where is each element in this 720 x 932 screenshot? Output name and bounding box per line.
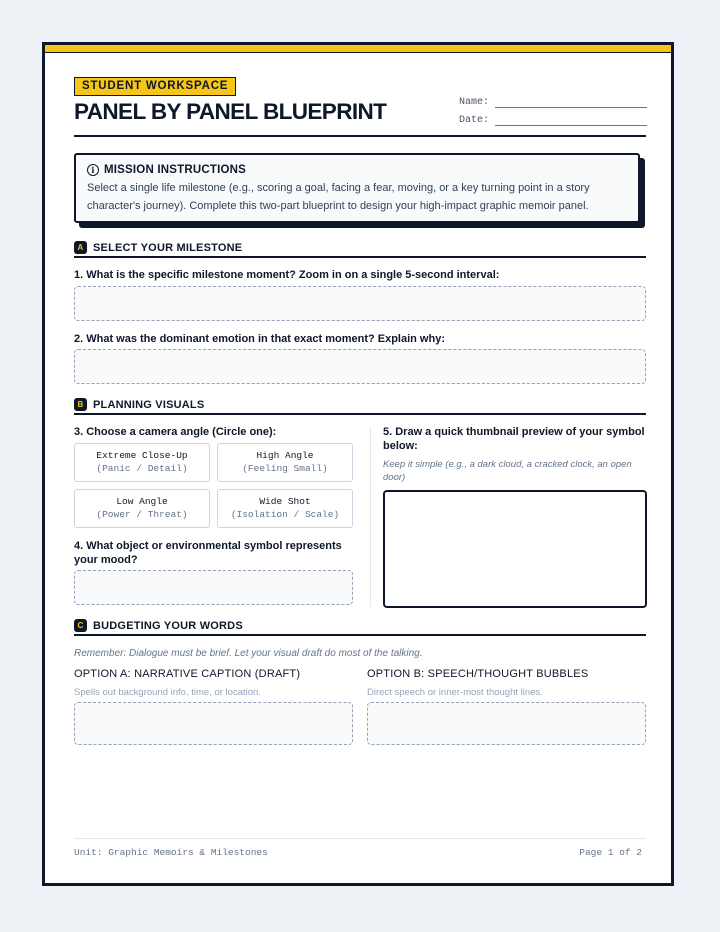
- angle-note: (Power / Threat): [96, 509, 188, 520]
- angle-note: (Feeling Small): [242, 463, 328, 474]
- option-a-answer-box[interactable]: [74, 702, 353, 745]
- angle-option-high-angle[interactable]: [217, 443, 353, 482]
- angle-name: High Angle: [256, 450, 314, 461]
- answer-box-2[interactable]: [74, 349, 646, 384]
- date-line[interactable]: [495, 115, 647, 126]
- worksheet-page: [42, 42, 674, 886]
- header-divider: [74, 135, 646, 137]
- question-2: 2. What was the dominant emotion in that exact moment? Explain why:: [74, 333, 445, 345]
- question-1: 1. What is the specific milestone moment? Zoom in on a single 5-second interval:: [74, 269, 500, 281]
- mission-heading: MISSION INSTRUCTIONS: [104, 164, 247, 176]
- section-a-header: [74, 239, 646, 258]
- angle-option-low-angle[interactable]: [74, 489, 210, 528]
- name-label: Name:: [459, 97, 490, 108]
- option-b-answer-box[interactable]: [367, 702, 646, 745]
- angle-option-wide-shot[interactable]: [217, 489, 353, 528]
- option-a-subtitle: Spells out background info, time, or location.: [74, 687, 261, 698]
- footer-page-number: Page 1 of 2: [579, 847, 642, 858]
- answer-box-1[interactable]: [74, 286, 646, 321]
- question-3: 3. Choose a camera angle (Circle one):: [74, 426, 277, 438]
- section-b-title: PLANNING VISUALS: [93, 398, 205, 411]
- page-title: PANEL BY PANEL BLUEPRINT: [74, 99, 387, 124]
- workspace-badge: STUDENT WORKSPACE: [74, 77, 236, 96]
- angle-name: Extreme Close-Up: [96, 450, 188, 461]
- question-5-hint: Keep it simple (e.g., a dark cloud, a cracked clock, an open door): [383, 459, 632, 483]
- accent-bar: [45, 45, 671, 53]
- angle-option-extreme-close-up[interactable]: [74, 443, 210, 482]
- date-field[interactable]: [459, 112, 647, 126]
- question-4: 4. What object or environmental symbol represents your mood?: [74, 540, 342, 566]
- option-a-title: OPTION A: NARRATIVE CAPTION (DRAFT): [74, 668, 301, 680]
- angle-name: Low Angle: [116, 496, 168, 507]
- option-b-title: OPTION B: SPEECH/THOUGHT BUBBLES: [367, 668, 589, 680]
- question-5: 5. Draw a quick thumbnail preview of your symbol below:: [383, 426, 645, 452]
- section-a-title: SELECT YOUR MILESTONE: [93, 241, 243, 254]
- thumbnail-drawing-box[interactable]: [383, 490, 647, 608]
- section-c-title: BUDGETING YOUR WORDS: [93, 619, 243, 632]
- mission-instructions-box: [74, 153, 640, 223]
- footer-unit: Unit: Graphic Memoirs & Milestones: [74, 847, 268, 858]
- mission-body: Select a single life milestone (e.g., scoring a goal, facing a fear, moving, or a key turning point in a story character's journey). Complete this two-part blueprint to design your high-impact graphic memoir panel.: [87, 182, 590, 212]
- name-field[interactable]: [459, 94, 647, 108]
- info-icon: i: [87, 164, 99, 176]
- section-c-letter: C: [74, 619, 87, 632]
- column-divider: [370, 427, 371, 607]
- answer-box-4[interactable]: [74, 570, 353, 605]
- name-line[interactable]: [495, 97, 647, 108]
- section-b-header: [74, 396, 646, 415]
- section-c-header: [74, 617, 646, 636]
- angle-name: Wide Shot: [259, 496, 311, 507]
- option-b-subtitle: Direct speech or inner-most thought lines.: [367, 687, 543, 698]
- section-a-letter: A: [74, 241, 87, 254]
- section-b-letter: B: [74, 398, 87, 411]
- dialogue-reminder: Remember: Dialogue must be brief. Let your visual draft do most of the talking.: [74, 648, 423, 659]
- angle-note: (Isolation / Scale): [230, 509, 340, 520]
- date-label: Date:: [459, 115, 490, 126]
- footer-divider: [74, 838, 646, 839]
- angle-note: (Panic / Detail): [96, 463, 188, 474]
